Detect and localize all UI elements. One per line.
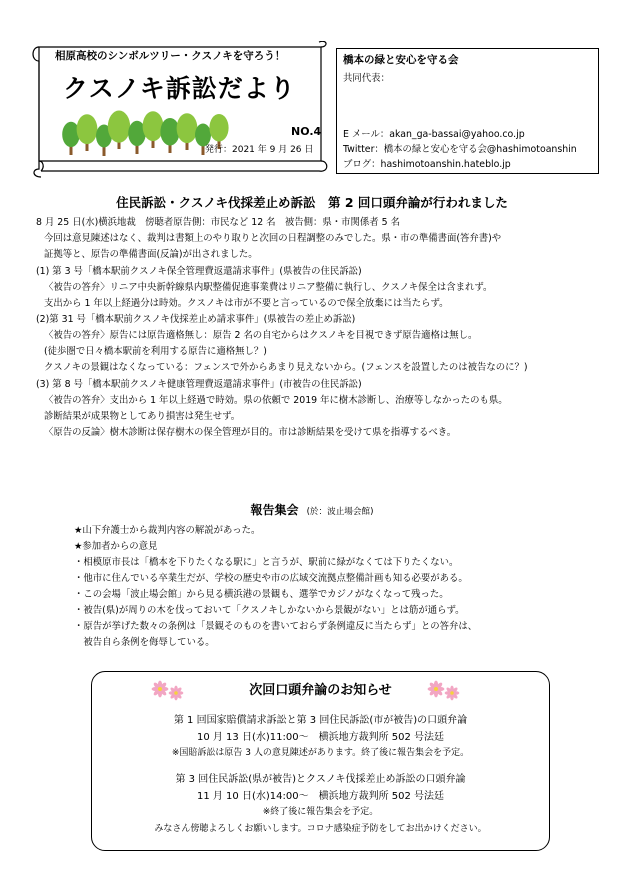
report-line: ・相模原市長は「橋本を下りたくなる駅に」と言うが、駅前に緑がなくては下りたくない。 xyxy=(74,557,459,568)
report-line: ★山下弁護士から裁判内容の解説があった。 xyxy=(74,525,261,536)
case-heading: (3) 第 8 号「橋本駅前クスノキ健康管理費返還請求事件」(市被告の住民訴訟) xyxy=(36,379,362,390)
case2-note: ※終了後に報告集会を予定。 xyxy=(262,807,379,817)
body-line: 今回は意見陳述はなく、裁判は書類上のやり取りと次回の日程調整のみでした。県・市の準備書面(答弁書)や xyxy=(44,233,502,244)
closing-message: みなさん傍聴よろしくお願いします。コロナ感染症予防をしてお出かけください。 xyxy=(154,824,487,834)
report-heading xyxy=(0,503,624,518)
report-line: ・被告(県)が周りの木を伐っておいて「クスノキしかないから景観がない」とは筋が通らず。 xyxy=(74,605,465,616)
slogan: 相原高校のシンボルツリー・クスノキを守ろう！ xyxy=(55,50,286,62)
report-line: ★参加者からの意見 xyxy=(74,541,158,552)
publish-date: 発行：2021 年 9 月 26 日 xyxy=(205,145,314,155)
body-line: 〈被告の答弁〉支出から 1 年以上経過で時効。県の依頼で 2019 年に樹木診断し、治療等しなかったのも県。 xyxy=(44,395,508,406)
publisher-name: 橋本の緑と安心を守る会 xyxy=(343,54,459,66)
body-line: 診断結果が成果物としてあり損害は発生せず。 xyxy=(44,411,241,422)
body-line: 〈被告の答弁〉リニア中央新幹線県内駅整備促進事業費はリニア整備に執行し、クスノキ保全は含まれず。 xyxy=(44,282,493,293)
blog: ブログ：hashimotoanshin.hateblo.jp xyxy=(343,159,511,170)
article-headline: 住民訴訟・クスノキ伐採差止め訴訟 第 2 回口頭弁論が行われました xyxy=(116,195,508,210)
body-line: 〈被告の答弁〉原告には原告適格無し：原告 2 名の自宅からはクスノキを目視できず原告適格は無し。 xyxy=(44,330,478,341)
next-hearing-notice xyxy=(91,671,550,851)
case2-title: 第 3 回住民訴訟(県が被告)とクスノキ伐採差止め訴訟の口頭弁論 xyxy=(175,774,466,785)
forest-illustration-icon xyxy=(62,111,228,157)
report-line: ・この会場「波止場会館」から見る横浜港の景観も、選挙でカジノがなくなって残った。 xyxy=(74,589,449,600)
hearing-summary: 8 月 25 日(水)横浜地裁 傍聴者原告側：市民など 12 名 被告側：県・市関係者 5 名 xyxy=(36,217,400,228)
report-venue: (於：波止場会館) xyxy=(306,507,374,517)
report-title: 報告集会 xyxy=(250,503,299,517)
notice-title: 次回口頭弁論のお知らせ xyxy=(249,683,392,698)
report-line: ・他市に住んでいる卒業生だが、学校の歴史や市の広域交流拠点整備計画も知る必要がある。 xyxy=(74,573,468,584)
email: E メール：akan_ga-bassai@yahoo.co.jp xyxy=(343,129,525,140)
publisher-box xyxy=(336,48,599,174)
representatives: 共同代表： xyxy=(343,73,390,84)
issue-number: NO.4 xyxy=(291,125,322,138)
report-line: ・原告が挙げた数々の条例は「景観そのものを書いておらず条例違反に当たらず」との答弁は、 xyxy=(74,621,478,632)
body-line: (徒歩圏で日々橋本駅前を利用する原告に適格無し？) xyxy=(44,346,267,357)
case2-date: 11 月 10 日(水)14:00～ 横浜地方裁判所 502 号法廷 xyxy=(196,791,445,802)
contact-info xyxy=(343,127,577,172)
case-heading: (1) 第 3 号「橋本駅前クスノキ保全管理費返還請求事件」(県被告の住民訴訟) xyxy=(36,266,362,277)
body-line: 証拠等と、原告の準備書面(反論)が出されました。 xyxy=(44,249,258,260)
case-heading: (2)第 31 号「橋本駅前クスノキ伐採差止め請求事件」(県被告の差止め訴訟) xyxy=(36,314,356,325)
case1-note: ※国賠訴訟は原告 3 人の意見陳述があります。終了後に報告集会を予定。 xyxy=(171,748,470,758)
body-line: 支出から 1 年以上経過分は時効。クスノキは市が不要と言っているので保全放棄には当たらず。 xyxy=(44,298,449,309)
case1-date: 10 月 13 日(水)11:00～ 横浜地方裁判所 502 号法廷 xyxy=(196,732,445,743)
report-line: 被告自ら条例を侮辱している。 xyxy=(74,637,215,648)
body-line: 〈原告の反論〉樹木診断は保存樹木の保全管理が目的。市は診断結果を受けて県を指導するべき。 xyxy=(44,427,457,438)
twitter: Twitter：橋本の緑と安心を守る会@hashimotoanshin xyxy=(343,144,577,155)
body-line: クスノキの景観はなくなっている：フェンスで外からあまり見えないから。(フェンスを設置したのは被告なのに？) xyxy=(44,362,528,373)
newsletter-banner xyxy=(29,41,329,178)
case1-title: 第 1 回国家賠償請求訴訟と第 3 回住民訴訟(市が被告)の口頭弁論 xyxy=(173,715,468,726)
newsletter-title: クスノキ訴訟だより xyxy=(63,74,296,103)
